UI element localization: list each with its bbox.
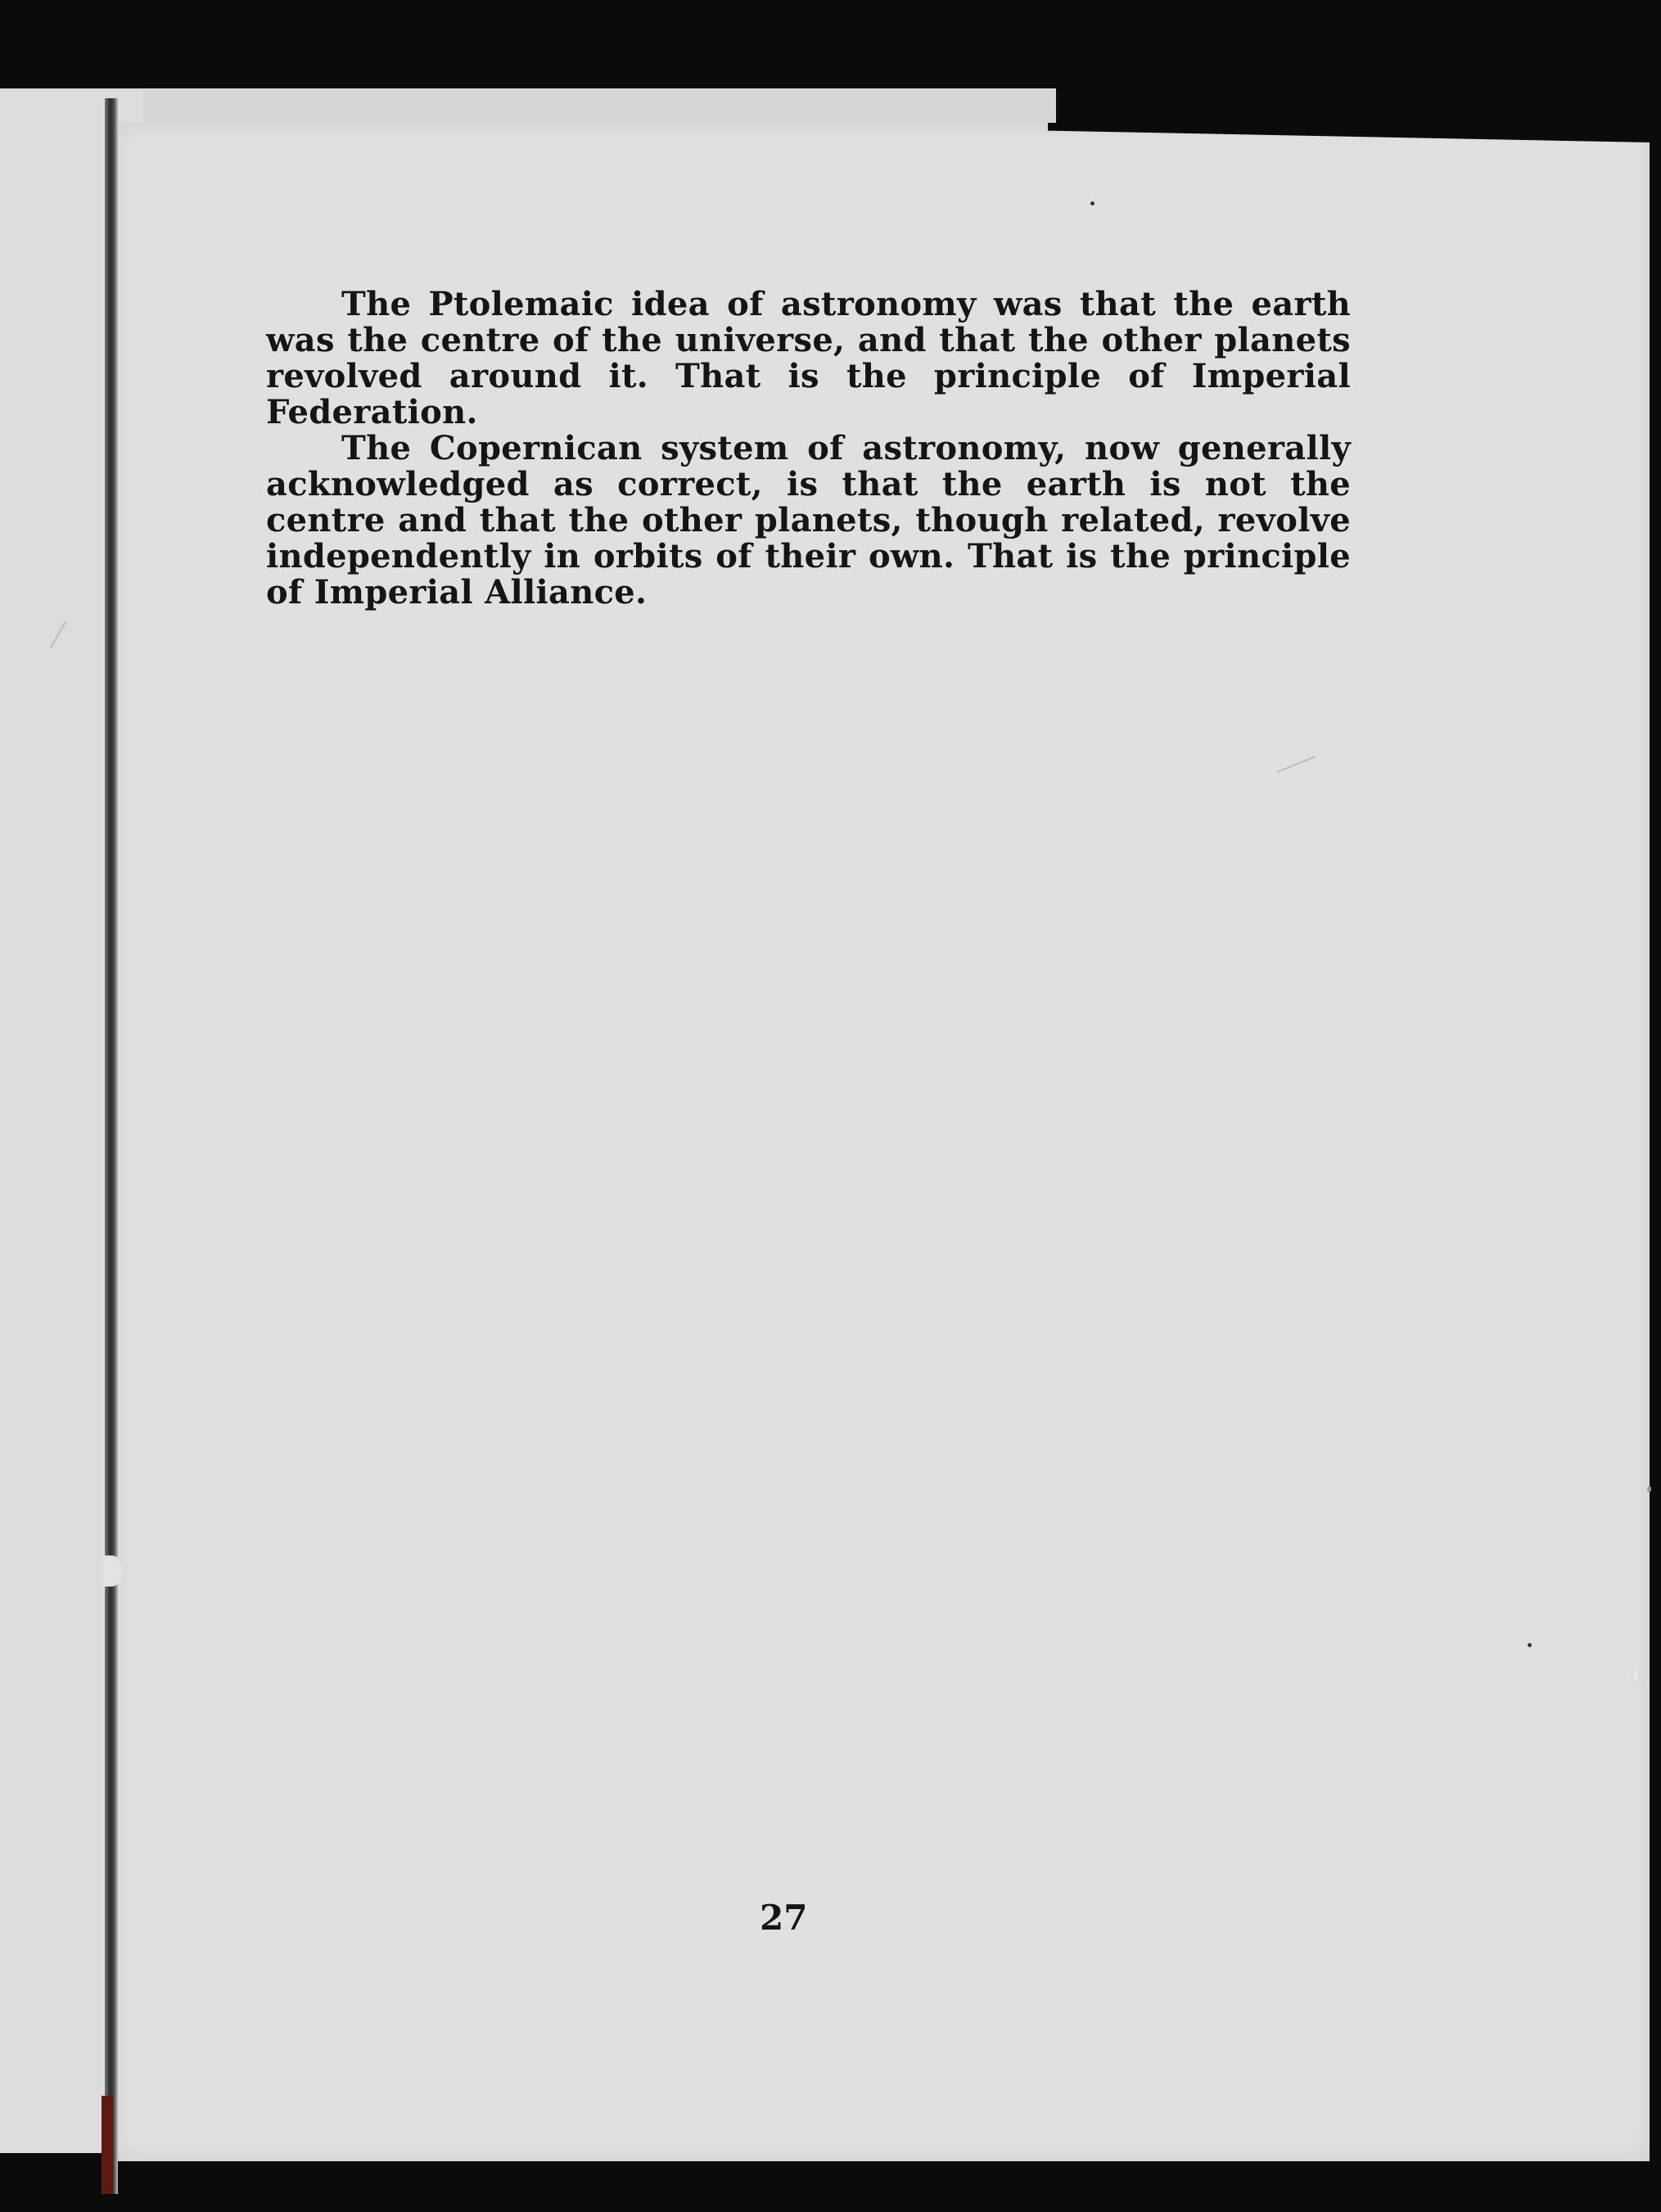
dust-speck (1528, 1643, 1532, 1647)
paragraph-copernican: The Copernican system of astronomy, now generally acknowledged as correct, is that the earth is not the centre and that the other planets, though related, revolve independently in orbits of their own. That is the principle of Imperial Alliance. (266, 429, 1351, 612)
paragraph-ptolemaic: The Ptolemaic idea of astronomy was that the earth was the centre of the universe, and that the other planets revolved around it. That is the principle of Imperial Federation. (266, 285, 1351, 431)
gutter-stain (102, 2096, 113, 2194)
gutter-notch (103, 1555, 121, 1587)
binding-gutter (105, 98, 118, 2194)
body-text (266, 287, 1351, 611)
dust-speck (1647, 1486, 1651, 1492)
dust-speck (1090, 201, 1095, 205)
page-number: 27 (760, 1898, 808, 1938)
dust-speck (1633, 1670, 1638, 1680)
